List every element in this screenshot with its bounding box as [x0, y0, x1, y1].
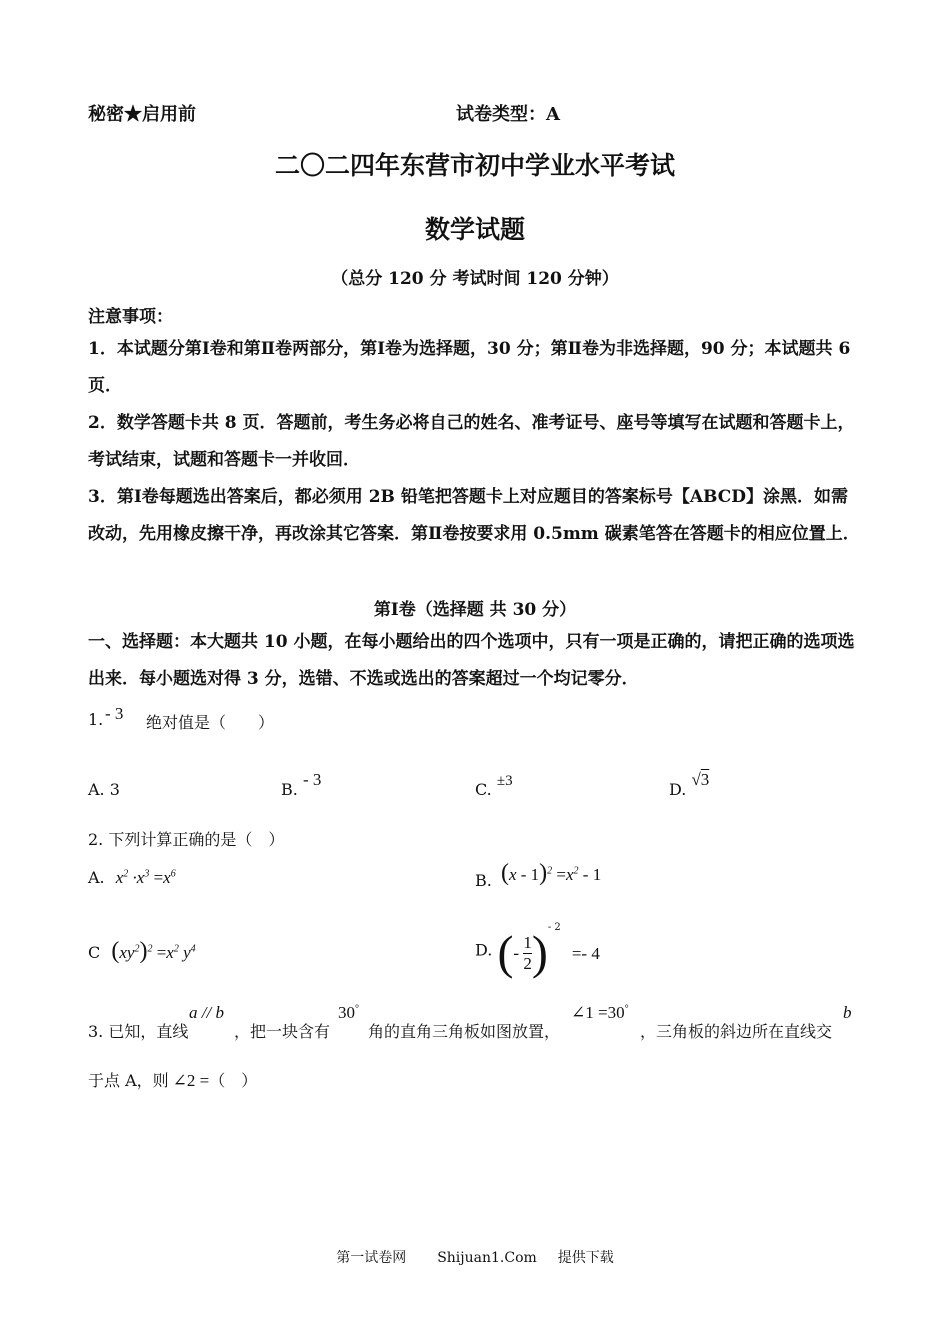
q3-text-5: （ ）: [209, 1071, 258, 1090]
radicand: 3: [700, 770, 710, 789]
q3-lead: 3. 已知，直线: [88, 1022, 189, 1041]
subject-title: 数学试题: [424, 215, 525, 244]
q1-option-c[interactable]: [475, 773, 513, 800]
q1-option-d[interactable]: [669, 770, 710, 800]
q2-stem: 2. 下列计算正确的是（ ）: [88, 830, 285, 849]
score-time-note: （总分 120 分 考试时间 120 分钟）: [331, 269, 619, 289]
note-item-1: 1．本试题分第Ⅰ卷和第Ⅱ卷两部分，第Ⅰ卷为选择题，30 分；第Ⅱ卷为非选择题，90 分；本试题共 6 页．: [88, 339, 851, 396]
option-label: D.: [475, 940, 493, 960]
q1-stem: 绝对值是（ ）: [146, 713, 275, 732]
option-label: C.: [475, 780, 492, 799]
footer-url[interactable]: Shijuan1.Com: [437, 1250, 537, 1266]
q3-text-1: ，把一块含有: [234, 1022, 331, 1041]
q2-option-b[interactable]: [475, 860, 602, 893]
q3-line2: [88, 1068, 257, 1091]
footer-tail: 提供下载: [557, 1250, 614, 1266]
q2-option-a[interactable]: [88, 868, 176, 888]
formula-d: (- $\frac{1}{2}$ )$^{- 2}$ =- 4: [497, 922, 600, 980]
formula-b: $(x - 1)^2 =x^2 - 1$: [500, 860, 602, 886]
option-value: - 3: [302, 770, 322, 789]
q3-angle-30: 30°: [338, 1003, 359, 1022]
option-label: B.: [475, 871, 492, 890]
q3-text-2: 角的直角三角板如图放置，: [368, 1022, 561, 1041]
q1-expression: - 3: [105, 704, 124, 723]
formula-c: $(xy^2)^2 =x^2$ $y^4$: [111, 938, 196, 964]
page-footer: [0, 1247, 950, 1267]
option-label: C: [88, 943, 101, 962]
angle-value: 30: [338, 1003, 355, 1022]
part1-title: 第Ⅰ卷（选择题 共 30 分）: [373, 600, 577, 620]
q1-number: 1.: [88, 710, 104, 729]
exam-title: 二〇二四年东营市初中学业水平考试: [274, 151, 675, 180]
q3-text-3: ，三角板的斜边所在直线交: [640, 1022, 833, 1041]
option-label: B.: [281, 780, 298, 799]
paper-type-label: 试卷类型：A: [456, 104, 560, 125]
sqrt-expression: √3: [691, 770, 710, 789]
q3-angle-2: ∠2 =: [172, 1071, 210, 1090]
q1-option-a[interactable]: [88, 780, 120, 799]
formula-a: $x^2 \cdot x^3 =x^6$: [115, 868, 176, 887]
option-value: 3: [109, 780, 120, 799]
q2-option-d[interactable]: [475, 922, 600, 978]
angle-value: ∠1 =30: [571, 1003, 625, 1022]
footer-site-name: 第一试卷网: [336, 1250, 407, 1266]
note-item-3: 3．第Ⅰ卷每题选出答案后，都必须用 2B 铅笔把答题卡上对应题目的答案标号【ABCD】涂黑．如需改动，先用橡皮擦干净，再改涂其它答案．第Ⅱ卷按要求用 0.5mm 碳素笔答在答题卡的相应位置上．: [88, 487, 860, 544]
q1-option-b[interactable]: [281, 770, 322, 800]
note-item-2: 2．数学答题卡共 8 页．答题前，考生务必将自己的姓名、准考证号、座号等填写在试题和答题卡上，考试结束，试题和答题卡一并收回．: [88, 413, 855, 470]
section1-instructions: 一、选择题：本大题共 10 小题，在每小题给出的四个选项中，只有一项是正确的，请把正确的选项选出来．每小题选对得 3 分，选错、不选或选出的答案超过一个均记零分．: [88, 632, 855, 689]
q3-line-b: b: [843, 1003, 852, 1022]
option-label: A.: [88, 780, 105, 799]
option-label: A.: [88, 868, 105, 887]
option-value: ±3: [496, 773, 513, 789]
notes-heading: 注意事项：: [88, 307, 173, 327]
q3-parallel-expr: a // b: [189, 1003, 224, 1022]
q3-text-4: 于点 A，则: [88, 1071, 169, 1090]
confidential-label: 秘密★启用前: [88, 104, 196, 125]
q2-option-c[interactable]: [88, 938, 196, 965]
q3-angle-1: ∠1 =30°: [571, 1003, 629, 1022]
option-label: D.: [669, 780, 687, 799]
